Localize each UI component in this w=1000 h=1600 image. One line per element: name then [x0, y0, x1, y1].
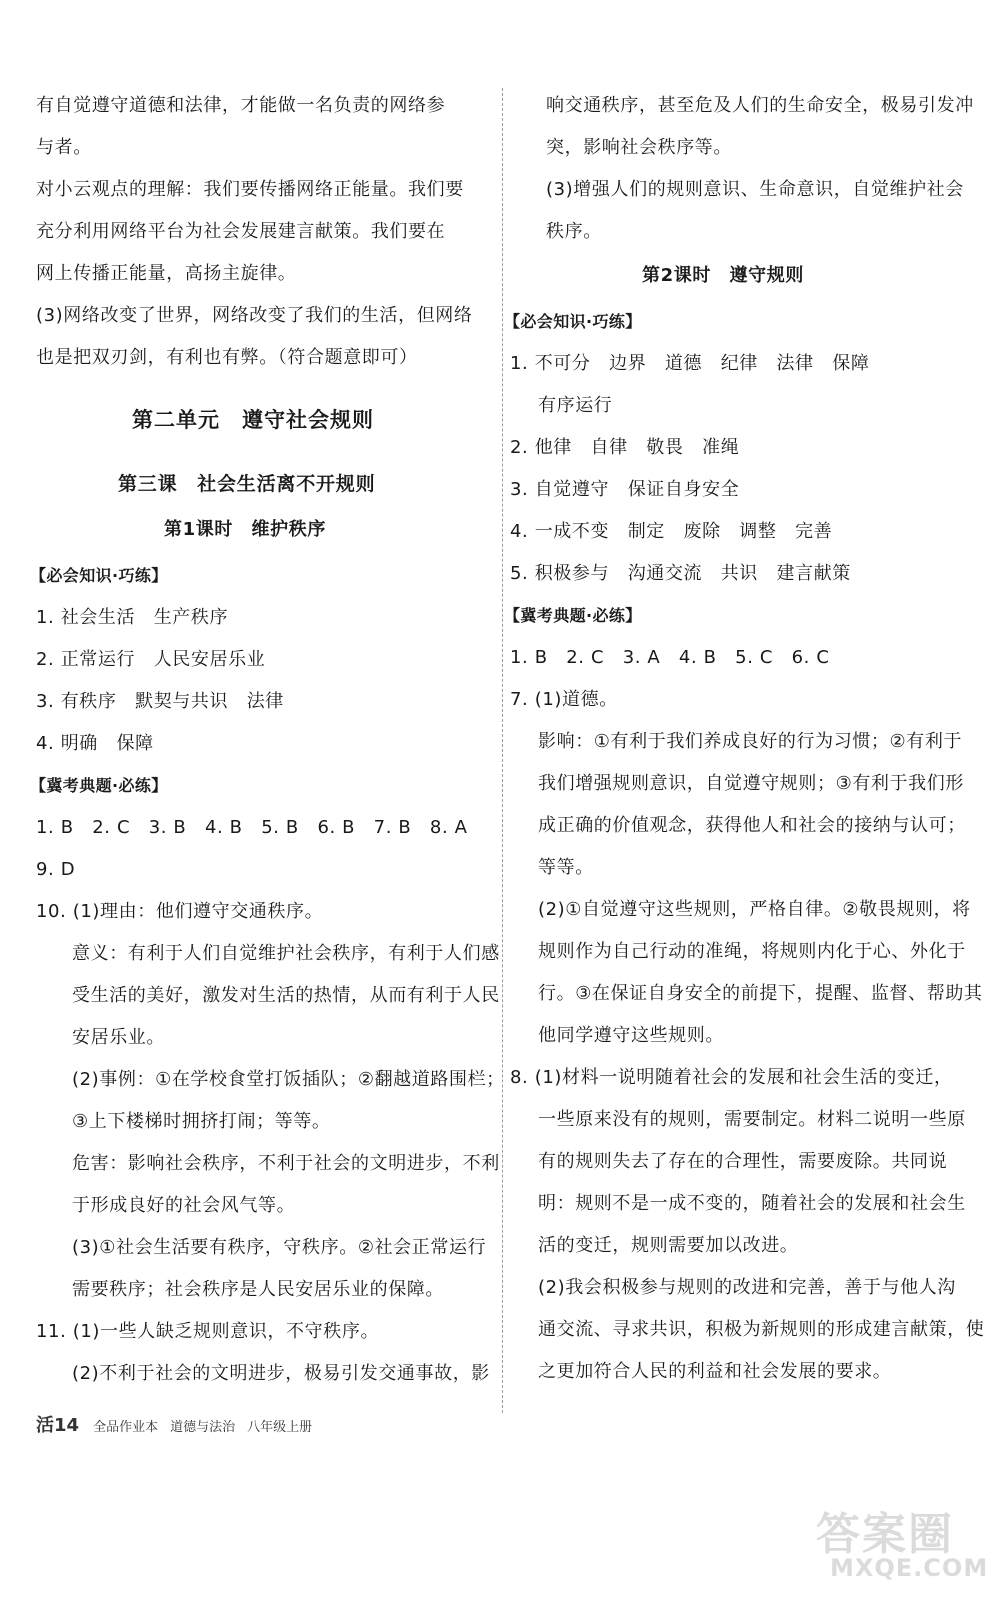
text-line: 一些原来没有的规则，需要制定。材料二说明一些原: [538, 1109, 966, 1130]
text-line: 规则作为自己行动的准绳，将规则内化于心、外化于: [538, 941, 966, 962]
text-line: (2)事例：①在学校食堂打饭插队；②翻越道路围栏；: [72, 1069, 505, 1090]
text-line: (2)我会积极参与规则的改进和完善，善于与他人沟: [538, 1277, 956, 1298]
text-line: 危害：影响社会秩序，不利于社会的文明进步，不利: [72, 1153, 500, 1174]
text-line: 受生活的美好，激发对生活的热情，从而有利于人民: [72, 985, 500, 1006]
text-line: 等等。: [538, 857, 594, 878]
text-line: 他同学遵守这些规则。: [538, 1025, 724, 1046]
answer-line: 9. D: [36, 859, 76, 880]
text-line: ③上下楼梯时拥挤打闹；等等。: [72, 1111, 331, 1132]
text-line: 活的变迁，规则需要加以改进。: [538, 1235, 799, 1256]
answer-line: 2. 正常运行 人民安居乐业: [36, 649, 266, 670]
lesson-heading: 第三课 社会生活离不开规则: [118, 473, 376, 495]
text-line: 有的规则失去了存在的合理性，需要废除。共同说: [538, 1151, 948, 1172]
answer-line: 1. B 2. C 3. B 4. B 5. B 6. B 7. B 8. A: [36, 817, 468, 838]
text-line: 需要秩序；社会秩序是人民安居乐业的保障。: [72, 1279, 444, 1300]
text-line: 秩序。: [546, 221, 602, 242]
answer-line: 2. 他律 自律 敬畏 准绳: [510, 437, 740, 458]
text-line: 之更加符合人民的利益和社会发展的要求。: [538, 1361, 892, 1382]
watermark: [808, 1498, 989, 1590]
book-title: 全品作业本: [93, 1420, 159, 1435]
text-line: 通交流、寻求共识，积极为新规则的形成建言献策，使: [538, 1319, 985, 1340]
answer-line: 4. 一成不变 制定 废除 调整 完善: [510, 521, 833, 542]
answer-line: 10. (1)理由：他们遵守交通秩序。: [36, 901, 324, 922]
text-line: 突，影响社会秩序等。: [546, 137, 732, 158]
text-line: 影响：①有利于我们养成良好的行为习惯；②有利于: [538, 731, 963, 752]
page-footer: [36, 1414, 312, 1438]
text-line: (2)①自觉遵守这些规则，严格自律。②敬畏规则，将: [538, 899, 971, 920]
text-line: 有序运行: [538, 395, 613, 416]
section-heading: 【必会知识·巧练】: [504, 312, 642, 331]
answer-line: 11. (1)一些人缺乏规则意识，不守秩序。: [36, 1321, 380, 1342]
answer-line: 7. (1)道德。: [510, 689, 618, 710]
column-divider: [502, 88, 503, 1413]
unit-heading: 第二单元 遵守社会规则: [132, 408, 374, 432]
answer-line: 3. 有秩序 默契与共识 法律: [36, 691, 284, 712]
text-line: 行。③在保证自身安全的前提下，提醒、监督、帮助其: [538, 983, 983, 1004]
text-line: 也是把双刃剑，有利也有弊。（符合题意即可）: [36, 347, 418, 368]
answer-line: 8. (1)材料一说明随着社会的发展和社会生活的变迁，: [510, 1067, 953, 1088]
answer-line: 4. 明确 保障: [36, 733, 154, 754]
text-line: 安居乐业。: [72, 1027, 165, 1048]
grade-label: 八年级上册: [247, 1420, 313, 1435]
text-line: 成正确的价值观念，获得他人和社会的接纳与认可；: [538, 815, 966, 836]
section-heading: 【必会知识·巧练】: [30, 566, 168, 585]
answer-line: 1. 不可分 边界 道德 纪律 法律 保障: [510, 353, 870, 374]
section-heading: 【冀考典题·必练】: [30, 776, 168, 795]
answer-line: 1. B 2. C 3. A 4. B 5. C 6. C: [510, 647, 830, 668]
text-line: 于形成良好的社会风气等。: [72, 1195, 296, 1216]
watermark-logo: 答案圈: [816, 1509, 954, 1560]
text-line: 响交通秩序，甚至危及人们的生命安全，极易引发冲: [546, 95, 974, 116]
text-line: 与者。: [36, 137, 92, 158]
text-line: 有自觉遵守道德和法律，才能做一名负责的网络参: [36, 95, 446, 116]
text-line: (3)网络改变了世界，网络改变了我们的生活，但网络: [36, 305, 473, 326]
text-line: 意义：有利于人们自觉维护社会秩序，有利于人们感: [72, 943, 500, 964]
answer-line: 5. 积极参与 沟通交流 共识 建言献策: [510, 563, 851, 584]
text-line: (3)①社会生活要有秩序，守秩序。②社会正常运行: [72, 1237, 487, 1258]
watermark-url: MXQE.COM: [830, 1554, 989, 1582]
period-heading: 第2课时 遵守规则: [642, 265, 804, 286]
answer-line: 3. 自觉遵守 保证自身安全: [510, 479, 740, 500]
section-heading: 【冀考典题·必练】: [504, 606, 642, 625]
text-line: 我们增强规则意识，自觉遵守规则；③有利于我们形: [538, 773, 964, 794]
period-heading: 第1课时 维护秩序: [164, 519, 326, 540]
answer-line: 1. 社会生活 生产秩序: [36, 607, 229, 628]
page-number: 活14: [36, 1415, 80, 1436]
text-line: (2)不利于社会的文明进步，极易引发交通事故，影: [72, 1363, 490, 1384]
text-line: 网上传播正能量，高扬主旋律。: [36, 263, 297, 284]
subject-label: 道德与法治: [170, 1420, 236, 1435]
text-line: (3)增强人们的规则意识、生命意识，自觉维护社会: [546, 179, 964, 200]
text-line: 充分利用网络平台为社会发展建言献策。我们要在: [36, 221, 446, 242]
text-line: 对小云观点的理解：我们要传播网络正能量。我们要: [36, 179, 464, 200]
text-line: 明：规则不是一成不变的，随着社会的发展和社会生: [538, 1193, 966, 1214]
